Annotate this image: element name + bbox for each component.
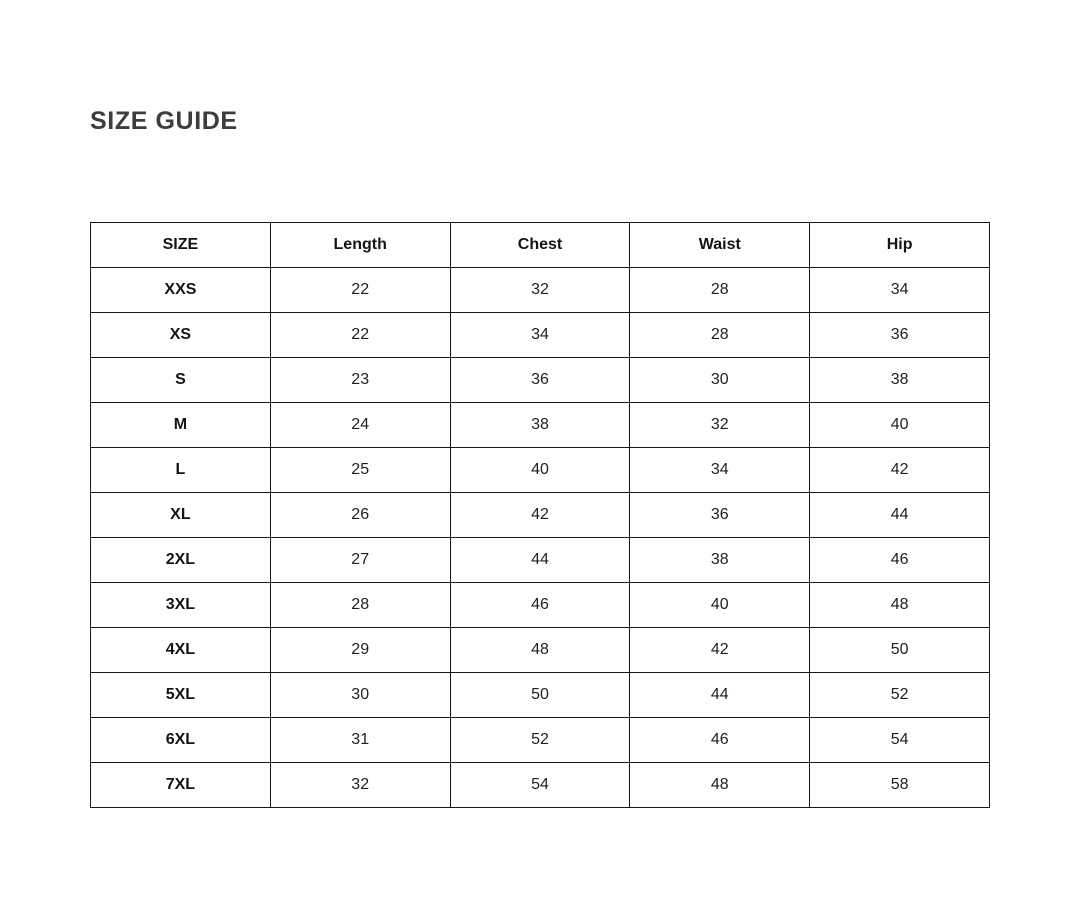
length-cell: 22 bbox=[270, 313, 450, 358]
header-row bbox=[91, 223, 990, 268]
length-cell: 22 bbox=[270, 268, 450, 313]
length-cell: 26 bbox=[270, 493, 450, 538]
chest-cell: 50 bbox=[450, 673, 630, 718]
hip-cell: 42 bbox=[810, 448, 990, 493]
size-cell: XL bbox=[91, 493, 271, 538]
hip-cell: 58 bbox=[810, 763, 990, 808]
table-row bbox=[91, 538, 990, 583]
table-row bbox=[91, 718, 990, 763]
chest-cell: 48 bbox=[450, 628, 630, 673]
chest-cell: 34 bbox=[450, 313, 630, 358]
hip-cell: 48 bbox=[810, 583, 990, 628]
table-row bbox=[91, 313, 990, 358]
hip-cell: 54 bbox=[810, 718, 990, 763]
table-row bbox=[91, 403, 990, 448]
chest-cell: 36 bbox=[450, 358, 630, 403]
size-guide-section bbox=[90, 222, 990, 808]
hip-cell: 46 bbox=[810, 538, 990, 583]
length-cell: 24 bbox=[270, 403, 450, 448]
waist-cell: 46 bbox=[630, 718, 810, 763]
waist-cell: 32 bbox=[630, 403, 810, 448]
chest-cell: 42 bbox=[450, 493, 630, 538]
table-row bbox=[91, 358, 990, 403]
size-cell: 3XL bbox=[91, 583, 271, 628]
size-cell: 2XL bbox=[91, 538, 271, 583]
header-chest: Chest bbox=[450, 223, 630, 268]
hip-cell: 34 bbox=[810, 268, 990, 313]
length-cell: 28 bbox=[270, 583, 450, 628]
size-cell: XXS bbox=[91, 268, 271, 313]
waist-cell: 34 bbox=[630, 448, 810, 493]
size-cell: M bbox=[91, 403, 271, 448]
size-cell: XS bbox=[91, 313, 271, 358]
length-cell: 31 bbox=[270, 718, 450, 763]
waist-cell: 38 bbox=[630, 538, 810, 583]
table-header bbox=[91, 223, 990, 268]
header-waist: Waist bbox=[630, 223, 810, 268]
page-title: SIZE GUIDE bbox=[90, 106, 238, 135]
length-cell: 29 bbox=[270, 628, 450, 673]
length-cell: 23 bbox=[270, 358, 450, 403]
hip-cell: 50 bbox=[810, 628, 990, 673]
table-row bbox=[91, 268, 990, 313]
chest-cell: 46 bbox=[450, 583, 630, 628]
chest-cell: 40 bbox=[450, 448, 630, 493]
size-cell: 7XL bbox=[91, 763, 271, 808]
size-cell: S bbox=[91, 358, 271, 403]
table-row bbox=[91, 763, 990, 808]
chest-cell: 44 bbox=[450, 538, 630, 583]
waist-cell: 36 bbox=[630, 493, 810, 538]
waist-cell: 28 bbox=[630, 313, 810, 358]
chest-cell: 32 bbox=[450, 268, 630, 313]
waist-cell: 42 bbox=[630, 628, 810, 673]
waist-cell: 28 bbox=[630, 268, 810, 313]
size-cell: L bbox=[91, 448, 271, 493]
hip-cell: 38 bbox=[810, 358, 990, 403]
waist-cell: 44 bbox=[630, 673, 810, 718]
size-cell: 6XL bbox=[91, 718, 271, 763]
length-cell: 32 bbox=[270, 763, 450, 808]
hip-cell: 40 bbox=[810, 403, 990, 448]
waist-cell: 48 bbox=[630, 763, 810, 808]
waist-cell: 30 bbox=[630, 358, 810, 403]
table-row bbox=[91, 493, 990, 538]
length-cell: 30 bbox=[270, 673, 450, 718]
length-cell: 25 bbox=[270, 448, 450, 493]
chest-cell: 38 bbox=[450, 403, 630, 448]
hip-cell: 52 bbox=[810, 673, 990, 718]
size-cell: 4XL bbox=[91, 628, 271, 673]
table-row bbox=[91, 628, 990, 673]
size-cell: 5XL bbox=[91, 673, 271, 718]
table-row bbox=[91, 583, 990, 628]
table-body bbox=[91, 268, 990, 808]
header-length: Length bbox=[270, 223, 450, 268]
hip-cell: 36 bbox=[810, 313, 990, 358]
header-hip: Hip bbox=[810, 223, 990, 268]
length-cell: 27 bbox=[270, 538, 450, 583]
table-row bbox=[91, 448, 990, 493]
chest-cell: 52 bbox=[450, 718, 630, 763]
waist-cell: 40 bbox=[630, 583, 810, 628]
header-size: SIZE bbox=[91, 223, 271, 268]
hip-cell: 44 bbox=[810, 493, 990, 538]
table-row bbox=[91, 673, 990, 718]
chest-cell: 54 bbox=[450, 763, 630, 808]
size-guide-table bbox=[90, 222, 990, 808]
